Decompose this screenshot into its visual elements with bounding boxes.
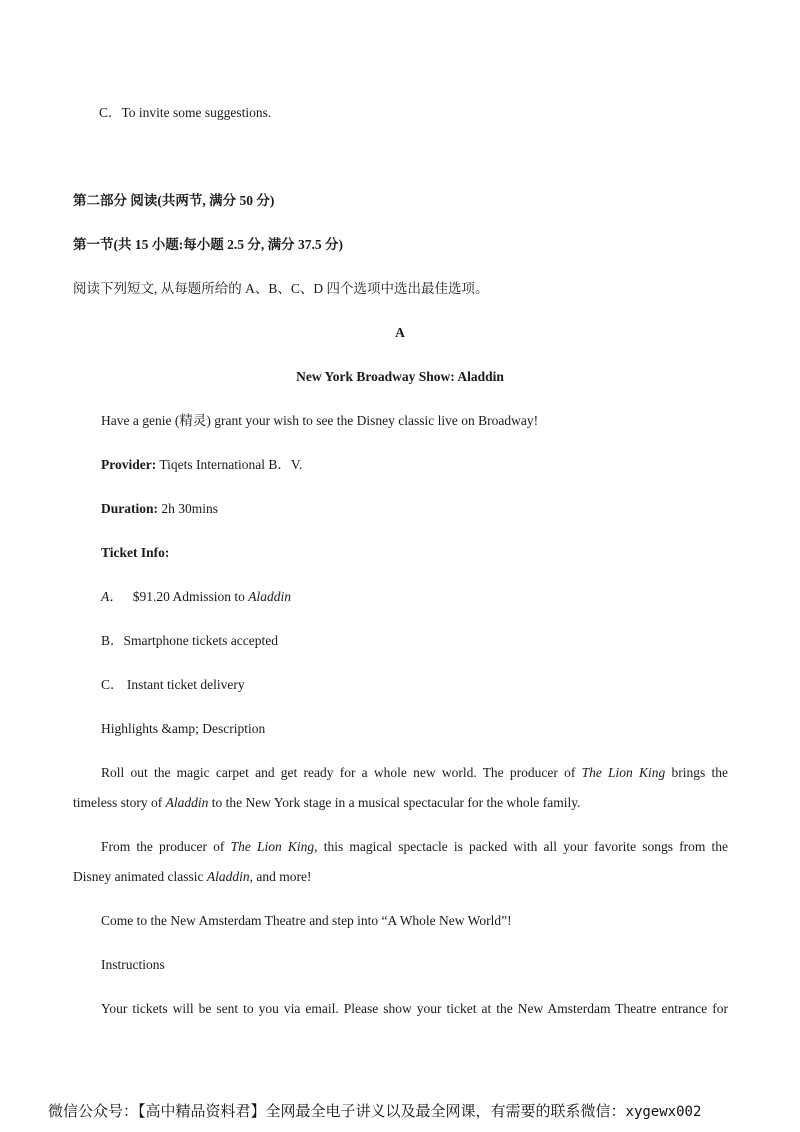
footer-wechat-id: xygewx002 bbox=[625, 1104, 702, 1120]
paragraph-2-line-2 bbox=[73, 868, 311, 886]
italic-run: The Lion King bbox=[581, 765, 666, 780]
italic-run: The Lion King bbox=[230, 839, 315, 854]
ticket-item-a-marker: A． bbox=[101, 589, 123, 604]
paragraph-1-line-1 bbox=[101, 764, 728, 782]
ticket-info-label: Ticket Info: bbox=[101, 545, 170, 560]
text-run: Disney animated classic bbox=[73, 869, 207, 884]
ticket-item-a-italic: Aladdin bbox=[248, 589, 292, 604]
text-run: From the producer of bbox=[101, 839, 231, 854]
paragraph-4: Your tickets will be sent to you via email. Please show your ticket at the New Amsterdam Theatre entrance for bbox=[101, 1001, 728, 1016]
ticket-item-a-text: $91.20 Admission to bbox=[132, 589, 249, 604]
ticket-item-c: C． Instant ticket delivery bbox=[101, 677, 245, 692]
italic-run: Aladdin bbox=[165, 795, 209, 810]
text-run: brings the bbox=[665, 765, 728, 780]
section-heading: 第一节(共 15 小题:每小题 2.5 分, 满分 37.5 分) bbox=[73, 237, 343, 252]
paragraph-2-line-1 bbox=[101, 838, 728, 856]
text-run: Roll out the magic carpet and get ready for a whole new world. The producer of bbox=[101, 765, 582, 780]
ticket-item-a bbox=[101, 588, 291, 606]
part-heading: 第二部分 阅读(共两节, 满分 50 分) bbox=[73, 193, 275, 208]
page-footer bbox=[48, 1100, 701, 1121]
text-run: to the New York stage in a musical spectacular for the whole family. bbox=[208, 795, 581, 810]
provider-label: Provider: bbox=[101, 457, 157, 472]
intro-line: Have a genie (精灵) grant your wish to see the Disney classic live on Broadway! bbox=[101, 413, 539, 428]
highlights-label: Highlights &amp; Description bbox=[101, 721, 266, 736]
ticket-item-b: B．Smartphone tickets accepted bbox=[101, 633, 278, 648]
paragraph-3: Come to the New Amsterdam Theatre and step into “A Whole New World”! bbox=[101, 913, 512, 928]
provider-line bbox=[101, 456, 302, 474]
reading-instruction: 阅读下列短文, 从每题所给的 A、B、C、D 四个选项中选出最佳选项。 bbox=[73, 281, 489, 296]
provider-value: Tiqets International B．V. bbox=[156, 457, 303, 472]
paragraph-1-line-2 bbox=[73, 794, 581, 812]
duration-value: 2h 30mins bbox=[158, 501, 219, 516]
option-c: C．To invite some suggestions. bbox=[99, 105, 272, 120]
instructions-label: Instructions bbox=[101, 957, 165, 972]
duration-line bbox=[101, 500, 218, 518]
text-run: , this magical spectacle is packed with all your favorite songs from the bbox=[314, 839, 729, 854]
text-run: timeless story of bbox=[73, 795, 166, 810]
italic-run: Aladdin bbox=[206, 869, 250, 884]
duration-label: Duration: bbox=[101, 501, 158, 516]
passage-title: New York Broadway Show: Aladdin bbox=[296, 369, 504, 384]
passage-label: A bbox=[395, 325, 405, 340]
footer-text: 微信公众号：【高中精品资料君】全网最全电子讲义以及最全网课，有需要的联系微信： bbox=[48, 1102, 626, 1120]
text-run: , and more! bbox=[249, 869, 312, 884]
